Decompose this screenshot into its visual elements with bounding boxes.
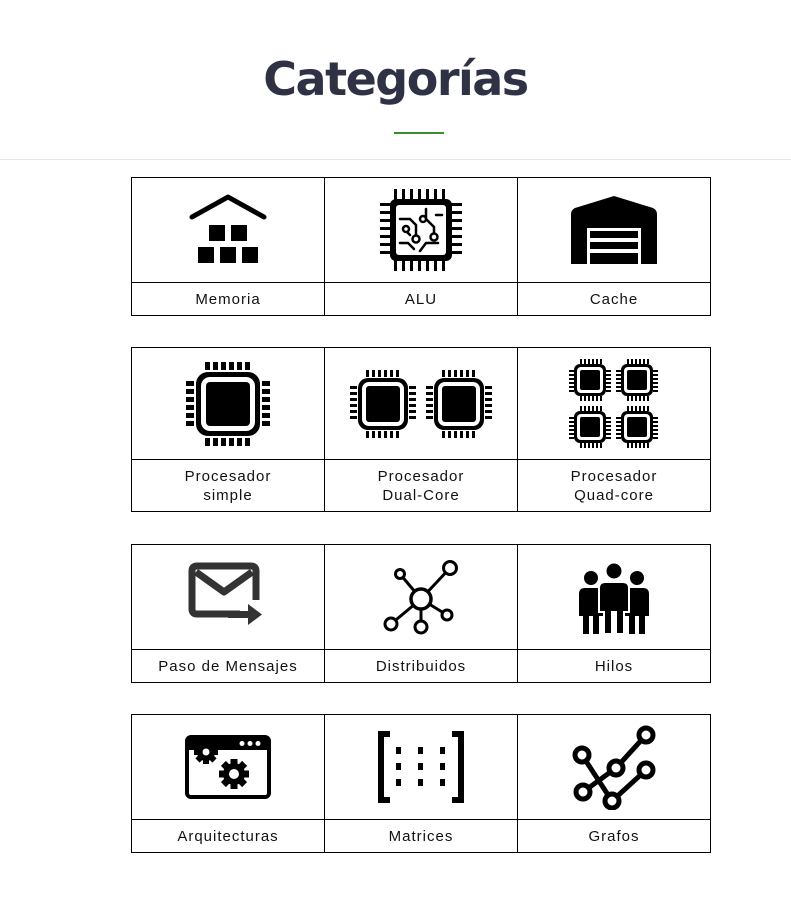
- label-hilos[interactable]: Hilos: [518, 650, 711, 683]
- quad-cpu-icon: [568, 358, 660, 450]
- network-nodes-icon: [381, 557, 461, 637]
- single-cpu-icon: [183, 359, 273, 449]
- category-table-hardware: [131, 177, 711, 316]
- header-divider: [0, 159, 791, 160]
- garage-icon: [569, 194, 659, 266]
- label-line: Procesador: [570, 467, 658, 485]
- category-memoria[interactable]: [132, 178, 325, 283]
- envelope-send-icon: [188, 562, 268, 632]
- category-matrices[interactable]: [325, 715, 518, 820]
- label-matrices[interactable]: Matrices: [325, 820, 518, 853]
- category-cache[interactable]: [518, 178, 711, 283]
- category-paso-de-mensajes[interactable]: [132, 545, 325, 650]
- warehouse-boxes-icon: [188, 193, 268, 267]
- category-grafos[interactable]: [518, 715, 711, 820]
- window-gears-icon: [184, 734, 272, 800]
- people-group-icon: [574, 558, 654, 636]
- circuit-chip-icon: [376, 185, 466, 275]
- label-alu[interactable]: ALU: [325, 283, 518, 316]
- label-distribuidos[interactable]: Distribuidos: [325, 650, 518, 683]
- category-table-processors: [131, 347, 711, 512]
- category-table-structures: [131, 714, 711, 853]
- label-line: simple: [203, 486, 253, 504]
- graph-nodes-icon: [570, 724, 658, 810]
- category-alu[interactable]: [325, 178, 518, 283]
- dual-cpu-icon: [348, 368, 494, 440]
- category-procesador-simple[interactable]: [132, 348, 325, 460]
- label-arquitecturas[interactable]: Arquitecturas: [132, 820, 325, 853]
- category-table-parallelism: [131, 544, 711, 683]
- label-line: Procesador: [377, 467, 465, 485]
- matrix-brackets-icon: [376, 730, 466, 804]
- title-underline: [394, 132, 444, 134]
- category-procesador-dual-core[interactable]: [325, 348, 518, 460]
- category-procesador-quad-core[interactable]: [518, 348, 711, 460]
- label-line: Procesador: [184, 467, 272, 485]
- label-procesador-dual-core[interactable]: [325, 460, 518, 512]
- page-title: Categorías: [263, 52, 528, 106]
- category-arquitecturas[interactable]: [132, 715, 325, 820]
- label-paso-de-mensajes[interactable]: Paso de Mensajes: [132, 650, 325, 683]
- label-memoria[interactable]: Memoria: [132, 283, 325, 316]
- category-distribuidos[interactable]: [325, 545, 518, 650]
- label-grafos[interactable]: Grafos: [518, 820, 711, 853]
- label-procesador-quad-core[interactable]: [518, 460, 711, 512]
- label-procesador-simple[interactable]: [132, 460, 325, 512]
- label-line: Dual-Core: [382, 486, 460, 504]
- category-hilos[interactable]: [518, 545, 711, 650]
- label-line: Quad-core: [574, 486, 654, 504]
- label-cache[interactable]: Cache: [518, 283, 711, 316]
